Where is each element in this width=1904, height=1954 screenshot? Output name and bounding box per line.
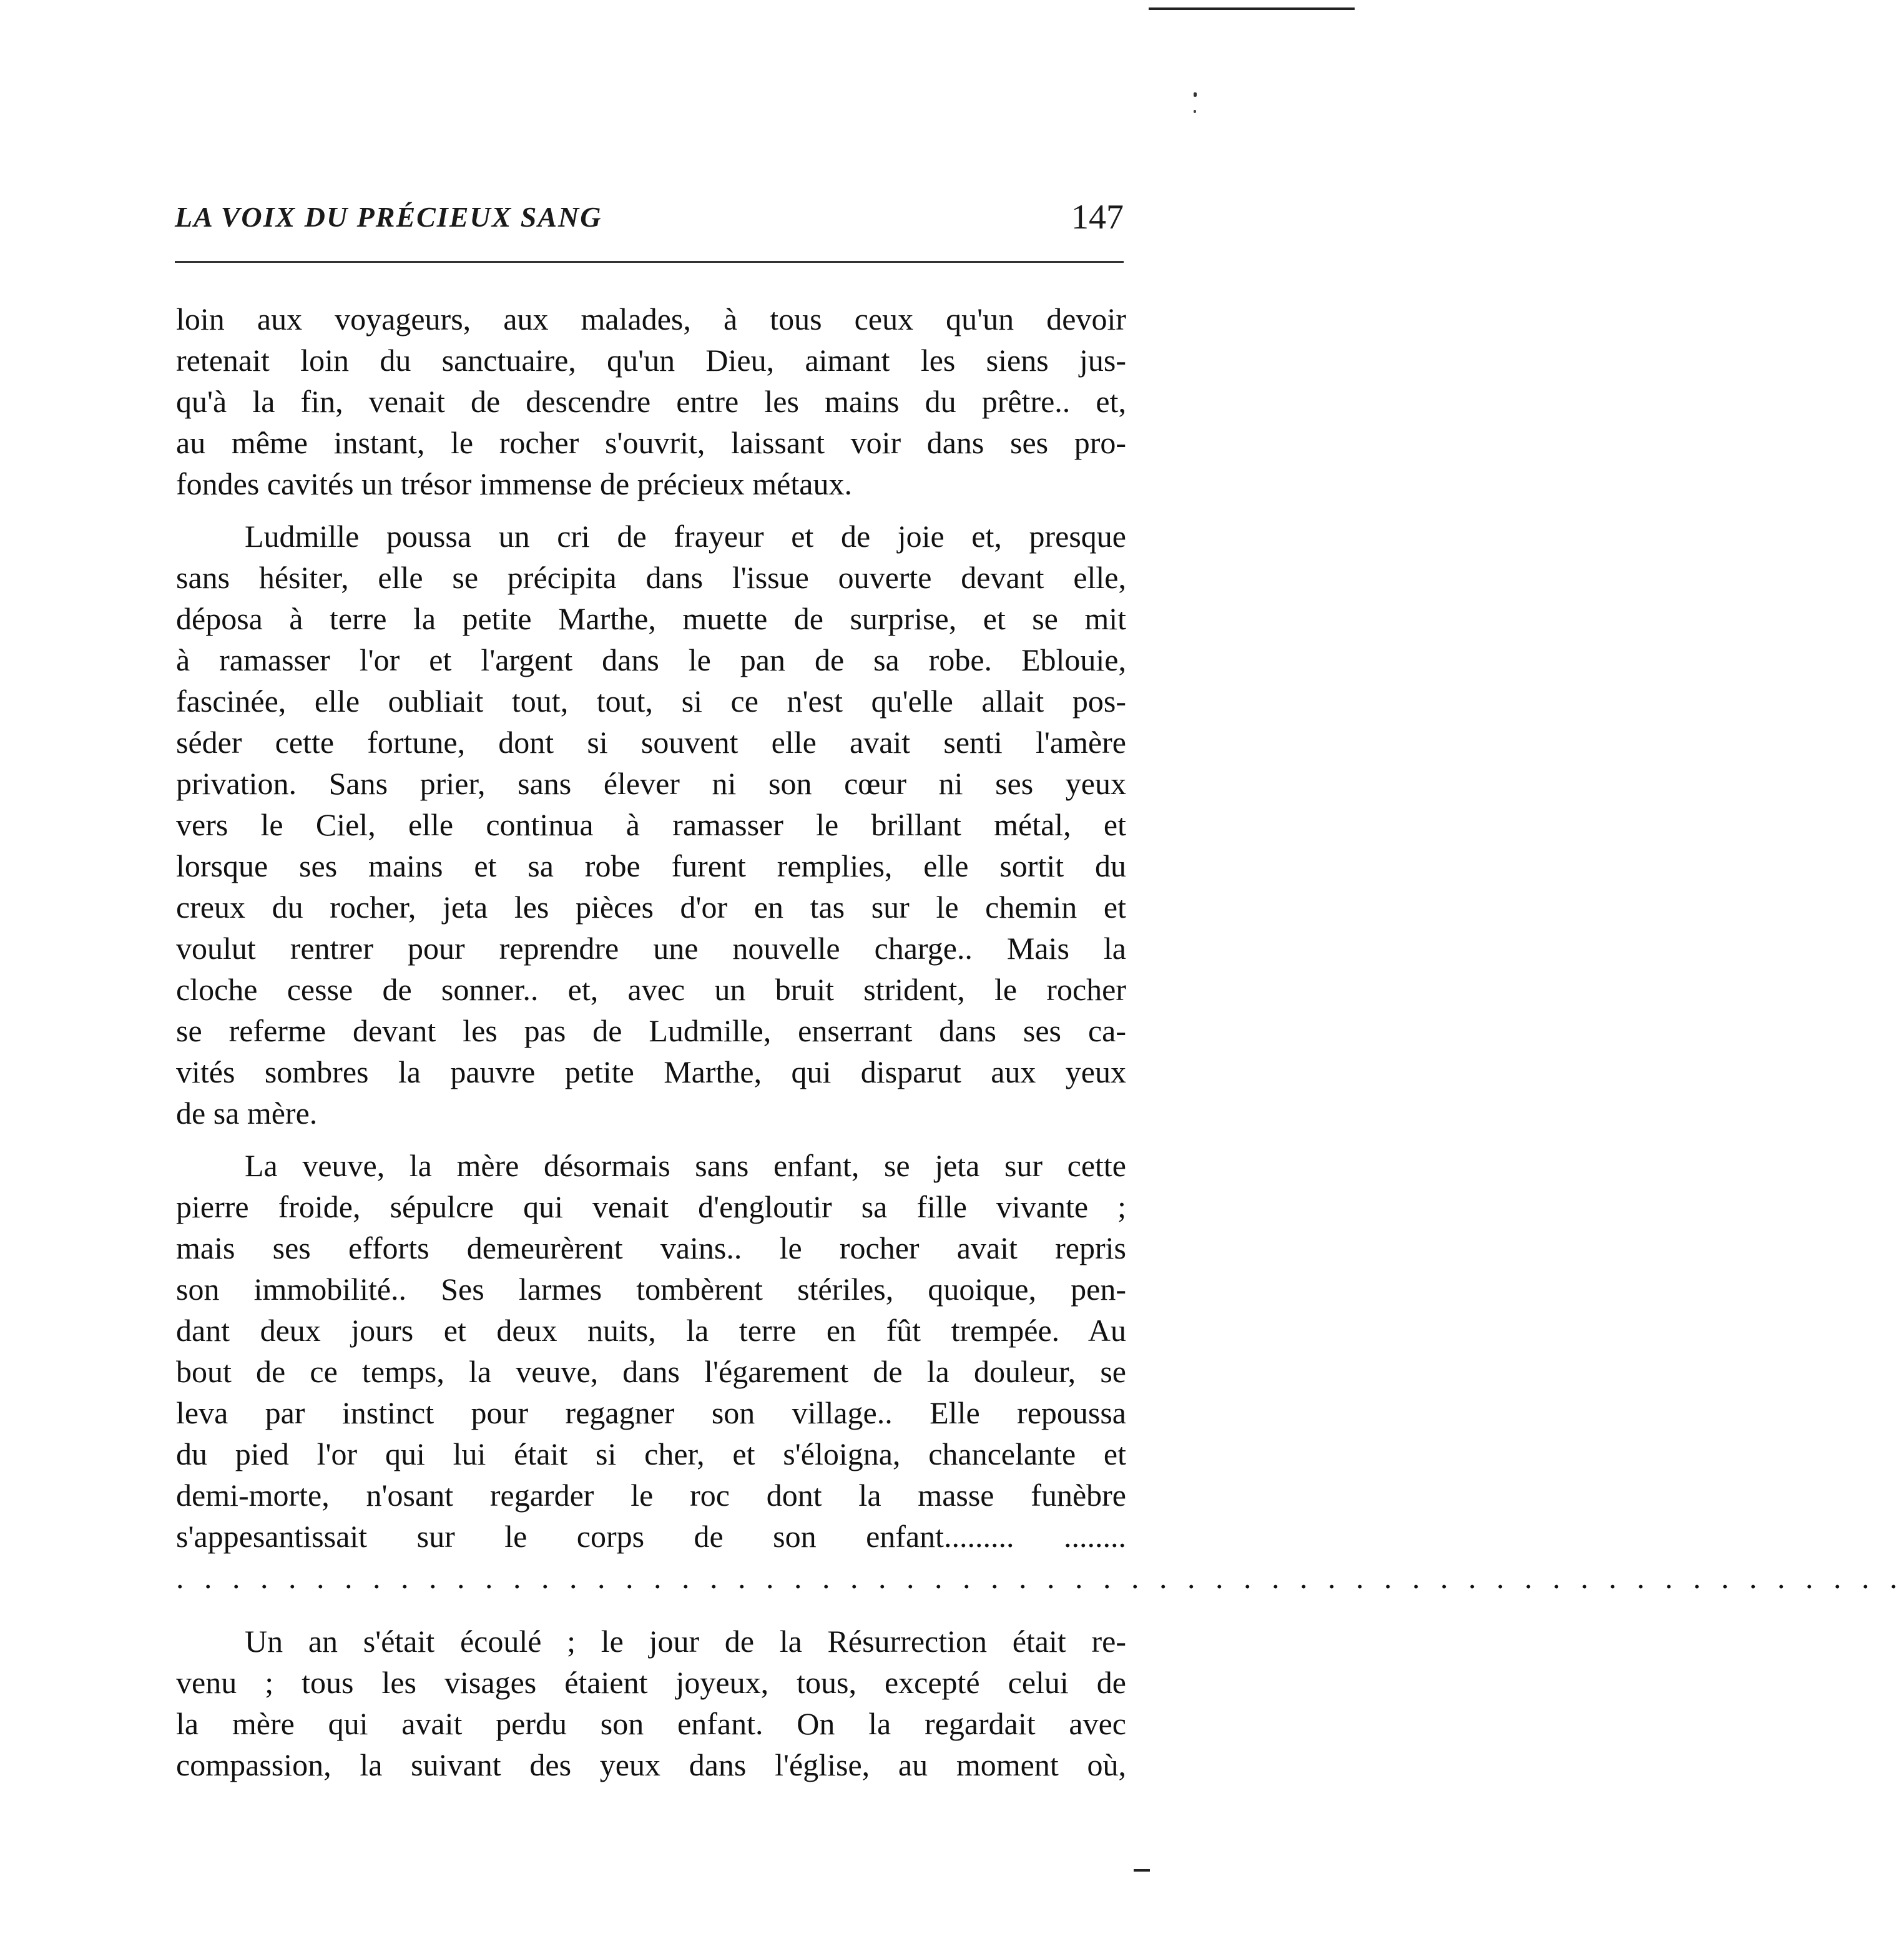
text-line: lorsque ses mains et sa robe furent remplies, elle sortit du: [176, 848, 1126, 883]
header-rule: [175, 261, 1124, 263]
text-line: privation. Sans prier, sans élever ni son cœur ni ses yeux: [176, 766, 1126, 801]
paragraph: [176, 516, 1126, 1134]
paragraph: [176, 1621, 1126, 1785]
text-line: voulut rentrer pour reprendre une nouvelle charge.. Mais la: [176, 931, 1126, 966]
top-corner-rule: [1149, 7, 1355, 10]
paragraph: [176, 298, 1126, 504]
text-line: Un an s'était écoulé ; le jour de la Résurrection était re-: [245, 1624, 1126, 1659]
text-line: la mère qui avait perdu son enfant. On la regardait avec: [176, 1706, 1126, 1741]
text-line: leva par instinct pour regagner son village.. Elle repoussa: [176, 1395, 1126, 1430]
paragraph-gap: [176, 504, 1126, 516]
text-line: qu'à la fin, venait de descendre entre les mains du prêtre.. et,: [176, 384, 1126, 419]
text-line: loin aux voyageurs, aux malades, à tous ceux qu'un devoir: [176, 302, 1126, 336]
text-line: se referme devant les pas de Ludmille, enserrant dans ses ca-: [176, 1013, 1126, 1048]
text-line: dant deux jours et deux nuits, la terre en fût trempée. Au: [176, 1313, 1126, 1348]
text-line: s'appesantissait sur le corps de son enfant......... ........: [176, 1519, 1126, 1554]
text-line: séder cette fortune, dont si souvent elle avait senti l'amère: [176, 725, 1126, 760]
text-line: demi-morte, n'osant regarder le roc dont la masse funèbre: [176, 1478, 1126, 1513]
body-text: [176, 298, 1904, 1785]
paragraph-gap: [176, 1134, 1126, 1145]
text-line: fondes cavités un trésor immense de précieux métaux.: [176, 466, 852, 501]
margin-mark: [1134, 1869, 1150, 1872]
page-number: 147: [1071, 198, 1124, 237]
text-line: fascinée, elle oubliait tout, tout, si ce n'est qu'elle allait pos-: [176, 684, 1126, 719]
text-line: de sa mère.: [176, 1096, 318, 1131]
text-line: La veuve, la mère désormais sans enfant, se jeta sur cette: [245, 1148, 1126, 1183]
text-line: vités sombres la pauvre petite Marthe, qui disparut aux yeux: [176, 1054, 1126, 1089]
running-title: LA VOIX DU PRÉCIEUX SANG: [175, 201, 602, 233]
text-line: cloche cesse de sonner.. et, avec un bruit strident, le rocher: [176, 972, 1126, 1007]
paragraph: [176, 1145, 1126, 1557]
text-line: Ludmille poussa un cri de frayeur et de joie et, presque: [245, 519, 1126, 554]
text-line: au même instant, le rocher s'ouvrit, laissant voir dans ses pro-: [176, 425, 1126, 460]
text-line: du pied l'or qui lui était si cher, et s'éloigna, chancelante et: [176, 1436, 1126, 1471]
text-line: compassion, la suivant des yeux dans l'église, au moment où,: [176, 1747, 1126, 1782]
margin-mark: [1194, 92, 1197, 97]
text-line: venu ; tous les visages étaient joyeux, tous, excepté celui de: [176, 1665, 1126, 1700]
section-gap: [176, 1598, 1126, 1621]
text-line: pierre froide, sépulcre qui venait d'engloutir sa fille vivante ;: [176, 1189, 1126, 1224]
dotted-separator: . . . . . . . . . . . . . . . . . . . . . . . . . . . . . . . . . . . . . . . . . . . . . . . . . . . . . . . . . . . . . .: [176, 1560, 1904, 1595]
text-line: creux du rocher, jeta les pièces d'or en tas sur le chemin et: [176, 890, 1126, 925]
text-line: à ramasser l'or et l'argent dans le pan de sa robe. Eblouie,: [176, 642, 1126, 677]
text-line: retenait loin du sanctuaire, qu'un Dieu, aimant les siens jus-: [176, 343, 1126, 378]
text-line: mais ses efforts demeurèrent vains.. le rocher avait repris: [176, 1230, 1126, 1265]
text-line: vers le Ciel, elle continua à ramasser le brillant métal, et: [176, 807, 1126, 842]
text-line: son immobilité.. Ses larmes tombèrent stériles, quoique, pen-: [176, 1272, 1126, 1307]
running-head: [175, 199, 1124, 236]
text-line: bout de ce temps, la veuve, dans l'égarement de la douleur, se: [176, 1354, 1126, 1389]
margin-mark: [1194, 110, 1196, 113]
text-line: déposa à terre la petite Marthe, muette de surprise, et se mit: [176, 601, 1126, 636]
text-line: sans hésiter, elle se précipita dans l'issue ouverte devant elle,: [176, 560, 1126, 595]
